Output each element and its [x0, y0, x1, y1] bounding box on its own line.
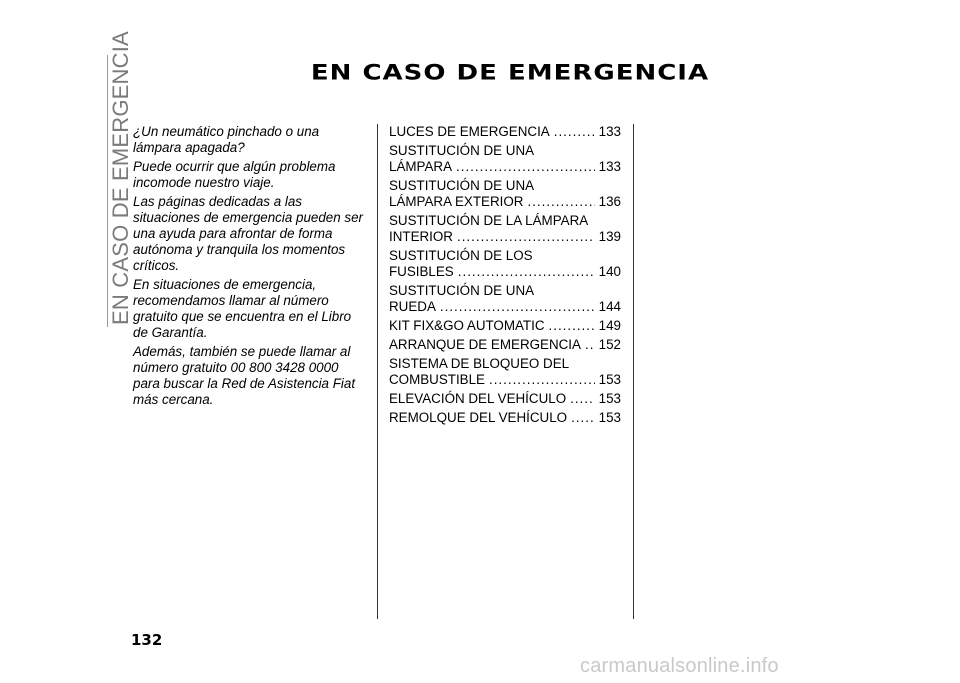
toc-leader-dots [549, 318, 595, 334]
toc-entry-page: 140 [598, 264, 621, 279]
toc-leader-dots [458, 264, 595, 280]
toc-entry-page: 136 [598, 194, 621, 209]
toc-entry[interactable] [389, 213, 621, 245]
intro-text [133, 124, 365, 411]
toc-entry-label: ARRANQUE DE EMERGENCIA [389, 337, 581, 352]
side-section-title-text: EN CASO DE EMERGENCIA [108, 31, 133, 325]
toc-leader-dots [456, 159, 595, 175]
toc-leader-dots [489, 372, 595, 388]
side-divider [107, 55, 108, 327]
page-title: EN CASO DE EMERGENCIA [310, 60, 710, 86]
toc-entry[interactable] [389, 410, 621, 426]
toc-entry[interactable] [389, 124, 621, 140]
toc-entry-label: KIT FIX&GO AUTOMATIC [389, 318, 545, 333]
toc-entry-title-line: SISTEMA DE BLOQUEO DEL [389, 356, 570, 371]
toc-leader-dots [585, 337, 595, 353]
toc-leader-dots [570, 391, 595, 407]
toc-entry-label: REMOLQUE DEL VEHÍCULO [389, 410, 568, 425]
toc-entry[interactable] [389, 143, 621, 175]
toc-entry-page: 153 [598, 372, 621, 387]
toc-entry-label: LÁMPARA [389, 159, 453, 174]
side-section-title [84, 31, 133, 325]
toc-entry[interactable] [389, 337, 621, 353]
toc-entry-label: FUSIBLES [389, 264, 454, 279]
intro-paragraph: En situaciones de emergencia, recomendamos llamar al número gratuito que se encuentra en el Libro de Garantía. [133, 277, 352, 340]
toc-leader-dots [440, 299, 595, 315]
column-divider-right [633, 124, 634, 619]
toc-entry-title-line: SUSTITUCIÓN DE UNA [389, 283, 535, 298]
toc-entry-page: 153 [598, 391, 621, 406]
table-of-contents [389, 124, 621, 429]
toc-entry[interactable] [389, 178, 621, 210]
toc-entry-label: ELEVACIÓN DEL VEHÍCULO [389, 391, 567, 406]
toc-entry-page: 152 [598, 337, 621, 352]
toc-entry-label: LUCES DE EMERGENCIA [389, 124, 550, 139]
toc-entry-page: 144 [598, 299, 621, 314]
toc-entry-page: 133 [598, 159, 621, 174]
toc-entry[interactable] [389, 391, 621, 407]
toc-entry-label: COMBUSTIBLE [389, 372, 485, 387]
toc-leader-dots [527, 194, 594, 210]
toc-entry-label: LÁMPARA EXTERIOR [389, 194, 524, 209]
toc-entry-title-line: SUSTITUCIÓN DE UNA [389, 143, 535, 158]
page-number: 132 [131, 631, 163, 649]
toc-leader-dots [554, 124, 595, 140]
toc-entry[interactable] [389, 356, 621, 388]
toc-entry-label: RUEDA [389, 299, 436, 314]
toc-entry-page: 133 [598, 124, 621, 139]
toc-leader-dots [457, 229, 595, 245]
toc-entry[interactable] [389, 318, 621, 334]
toc-entry[interactable] [389, 248, 621, 280]
intro-paragraph: Puede ocurrir que algún problema incomode nuestro viaje. [133, 159, 336, 190]
toc-entry-title-line: SUSTITUCIÓN DE LA LÁMPARA [389, 213, 589, 228]
toc-entry-label: INTERIOR [389, 229, 453, 244]
toc-entry-page: 149 [598, 318, 621, 333]
toc-entry[interactable] [389, 283, 621, 315]
toc-entry-title-line: SUSTITUCIÓN DE UNA [389, 178, 535, 193]
watermark: carmanualsonline.info [580, 655, 779, 677]
intro-paragraph: Las páginas dedicadas a las situaciones de emergencia pueden ser una ayuda para afrontar de forma autónoma y tranquila los momentos críticos. [133, 194, 364, 273]
column-divider-left [377, 124, 378, 619]
toc-entry-page: 153 [598, 410, 621, 425]
toc-leader-dots [571, 410, 595, 426]
toc-entry-title-line: SUSTITUCIÓN DE LOS [389, 248, 533, 263]
intro-paragraph: ¿Un neumático pinchado o una lámpara apagada? [133, 124, 320, 155]
toc-entry-page: 139 [598, 229, 621, 244]
intro-paragraph: Además, también se puede llamar al número gratuito 00 800 3428 0000 para buscar la Red de Asistencia Fiat más cercana. [133, 344, 356, 407]
